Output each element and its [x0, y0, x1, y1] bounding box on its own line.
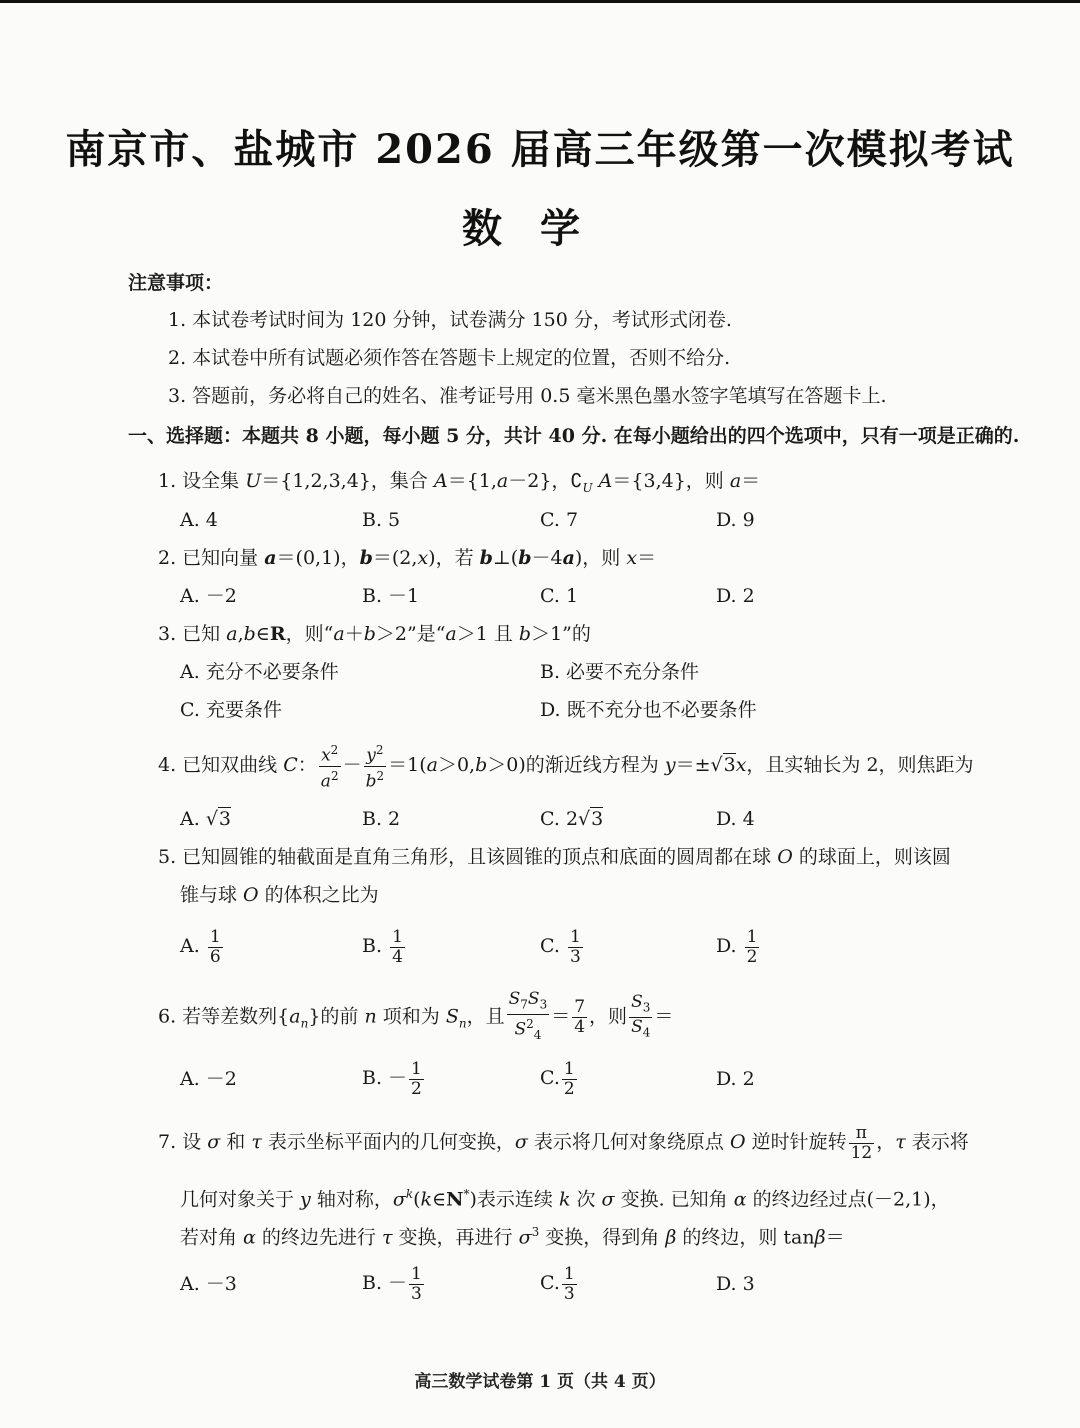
q4-option-d: D. 4 [716, 808, 755, 830]
q4-var-c: C [283, 754, 298, 777]
q4-fraction-x [319, 741, 341, 791]
q5-frac-den: 4 [392, 946, 403, 967]
question-7-line-3 [180, 1219, 845, 1250]
q6-opt-label: B. － [362, 1067, 408, 1089]
q7-sup-3: 3 [531, 1225, 540, 1239]
q7-option-c [540, 1261, 579, 1305]
q6-number: 6. [158, 1005, 177, 1028]
q6-var-a: a [289, 1005, 301, 1028]
q3-text: ，则“ [285, 623, 334, 645]
q3-option-a: A. 充分不必要条件 [180, 661, 339, 683]
q7-beta: β [665, 1226, 677, 1249]
q5-option-b [362, 924, 407, 968]
q2-vec-b: b [518, 547, 532, 569]
q6-sub: 7 [520, 997, 528, 1012]
q6-frac-num: 1 [563, 1058, 575, 1079]
q7-option-d: D. 3 [716, 1273, 755, 1295]
q3-option-c: C. 充要条件 [180, 699, 282, 721]
q7-tau: τ [381, 1226, 393, 1249]
q6-fraction-value [572, 998, 587, 1037]
q1-text: 设全集 [176, 470, 246, 492]
q7-option-b [362, 1261, 426, 1305]
q5-var-o: O [243, 884, 259, 906]
q7-text: 变换，得到角 [539, 1226, 666, 1249]
q3-text: , [237, 623, 244, 645]
q4-text: 已知双曲线 [176, 754, 284, 777]
q7-var-o: O [729, 1131, 746, 1153]
q6-var-s: S [445, 1005, 459, 1028]
q3-reals: R [269, 623, 286, 645]
q5-opt-label: D. [716, 935, 737, 957]
q3-text: 已知 [176, 623, 227, 645]
q7-frac-den: 3 [411, 1283, 422, 1304]
q3-var-b: b [243, 623, 256, 645]
q4-radicand: 3 [723, 754, 736, 777]
q6-text: 若等差数列{ [176, 1005, 290, 1028]
q5-frac-den: 2 [746, 946, 758, 967]
q7-text: 设 [176, 1131, 208, 1153]
q1-option-b: B. 5 [362, 509, 401, 531]
q2-var-x: x [626, 547, 638, 569]
notice-item-3: 3. 答题前，务必将自己的姓名、准考证号用 0.5 毫米黑色墨水签字笔填写在答题卡上. [168, 385, 887, 407]
q4-frac-den: a [320, 771, 331, 792]
q7-var-k: k [420, 1188, 433, 1211]
q2-option-b: B. －1 [362, 585, 420, 607]
q7-text: 几何对象关于 [180, 1188, 301, 1211]
q1-var-u: U [245, 470, 262, 492]
q2-text: 已知向量 [176, 547, 265, 569]
q5-option-a [180, 924, 225, 968]
q5-frac-num: 1 [569, 926, 581, 947]
q7-frac-den: 12 [850, 1142, 873, 1163]
q7-text: 表示坐标平面内的几何变换， [261, 1131, 515, 1153]
page-footer: 高三数学试卷第 1 页（共 4 页） [414, 1372, 666, 1392]
q4-text: － [342, 754, 362, 777]
q7-text: )表示连续 [469, 1188, 559, 1211]
q4-fraction-y [364, 741, 387, 791]
q7-tau: τ [251, 1131, 262, 1153]
q4-option-c [540, 806, 603, 832]
q6-var-s: S [631, 991, 643, 1012]
q6-text: 项和为 [376, 1005, 446, 1028]
q1-text: －2}，∁ [508, 470, 583, 492]
q4-var-y: y [664, 754, 676, 777]
q7-sigma: σ [514, 1131, 528, 1153]
q5-frac-num: 1 [209, 926, 221, 947]
q4-frac-exp: 2 [330, 743, 339, 757]
q4-frac-exp: 2 [330, 768, 339, 783]
q5-frac-den: 3 [569, 946, 581, 967]
q2-option-d: D. 2 [716, 585, 755, 607]
q4-frac-num: x [321, 745, 331, 766]
question-4 [158, 741, 974, 791]
q2-text: ＝ [637, 547, 657, 569]
q3-option-b: B. 必要不充分条件 [540, 661, 700, 683]
q2-option-c: C. 1 [540, 585, 579, 607]
q6-text: ，且 [466, 1005, 505, 1028]
q7-var-k: k [558, 1188, 571, 1211]
q7-var-y: y [300, 1188, 311, 1211]
q7-frac-num: 1 [411, 1263, 422, 1284]
q7-sup-star: * [463, 1187, 470, 1201]
q1-option-a: A. 4 [180, 509, 218, 531]
q5-frac-num: 1 [392, 926, 403, 947]
q5-opt-label: B. [362, 935, 383, 957]
q3-text: ＞2”是“ [375, 623, 446, 645]
q6-sub: 4 [642, 1025, 651, 1040]
q7-text: 变换. 已知角 [614, 1188, 734, 1211]
question-7-line-2 [180, 1181, 950, 1212]
q7-naturals: N [446, 1188, 464, 1211]
q7-opt-label: B. － [362, 1272, 408, 1294]
q3-text: ＞1”的 [531, 623, 591, 645]
q6-sub-n: n [458, 1016, 467, 1031]
q5-frac-num: 1 [746, 926, 758, 947]
q6-text: ＝ [551, 1005, 571, 1028]
q7-text: 变换，再进行 [392, 1226, 519, 1249]
question-3 [158, 621, 591, 647]
q1-text: ＝ [741, 470, 761, 492]
q3-var-b: b [363, 623, 376, 645]
q6-option-a: A. －2 [180, 1068, 237, 1090]
q6-option-d: D. 2 [716, 1068, 755, 1090]
q5-var-o: O [777, 846, 793, 868]
q5-opt-fraction [745, 928, 760, 967]
question-2 [158, 545, 656, 571]
q7-text: ＝ [825, 1226, 845, 1249]
question-1 [158, 468, 760, 501]
q7-frac-num: π [849, 1124, 875, 1144]
q7-frac-num: 1 [563, 1263, 575, 1284]
q5-frac-den: 6 [209, 946, 221, 967]
q7-alpha: α [243, 1226, 256, 1249]
q7-alpha: α [733, 1188, 747, 1211]
q2-option-a: A. －2 [180, 585, 237, 607]
q7-sup-k: k [405, 1187, 414, 1201]
q6-opt-label: C. [540, 1067, 560, 1089]
q1-option-d: D. 9 [716, 509, 755, 531]
q7-text: 若对角 [180, 1226, 244, 1249]
question-5-line-2 [180, 882, 379, 908]
q3-var-b: b [518, 623, 532, 645]
q7-text: 和 [220, 1131, 252, 1153]
q4-frac-exp: 2 [375, 743, 384, 757]
exam-title: 南京市、盐城市 2026 届高三年级第一次模拟考试 [65, 126, 1015, 173]
q7-number: 7. [158, 1131, 177, 1153]
q4-var-a: a [426, 754, 438, 777]
q4-text: ，且实轴长为 2，则焦距为 [746, 754, 974, 777]
q7-text: 逆时针旋转 [745, 1131, 847, 1153]
q5-option-d [716, 924, 761, 968]
q1-text: ＝{1,2,3,4}，集合 [261, 470, 434, 492]
q1-complement-sub: U [582, 480, 593, 495]
q7-text: 表示将 [905, 1131, 969, 1153]
q6-frac-den: 2 [563, 1078, 575, 1099]
q6-var-s: S [527, 989, 540, 1009]
q6-opt-fraction [409, 1060, 424, 1099]
q4-number: 4. [158, 754, 177, 777]
q4-radical: √ [205, 808, 218, 830]
q6-fraction-ratio [507, 990, 550, 1045]
q6-sub: 4 [533, 1028, 542, 1043]
q7-frac-den: 3 [563, 1283, 575, 1304]
q6-var-n: n [364, 1005, 377, 1028]
q1-var-a-set: A [598, 470, 613, 492]
question-5-line-1 [158, 844, 951, 870]
q7-text: 轴对称， [310, 1188, 393, 1211]
q2-vec-b: b [479, 547, 493, 569]
q7-text: ， [876, 1131, 896, 1153]
q7-text: 的终边先进行 [255, 1226, 382, 1249]
q5-text: 锥与球 [180, 884, 244, 906]
q2-vec-a: a [562, 547, 575, 569]
q5-opt-fraction [390, 928, 405, 967]
q4-text: ： [297, 754, 317, 777]
q6-sub-n: n [300, 1016, 309, 1031]
q5-opt-label: C. [540, 935, 560, 957]
q5-text: 的球面上，则该圆 [792, 846, 951, 868]
q2-text: ＝(2, [372, 547, 418, 569]
q2-text: )，则 [574, 547, 627, 569]
q3-var-a: a [226, 623, 238, 645]
q2-text: ＝(0,1)， [276, 547, 360, 569]
q1-var-a-set: A [433, 470, 448, 492]
q2-vec-b: b [359, 547, 373, 569]
question-6 [158, 990, 673, 1046]
q7-text: 次 [570, 1188, 602, 1211]
q4-radicand: 3 [218, 808, 232, 830]
q4-frac-num: y [366, 745, 376, 766]
q6-text: }的前 [308, 1005, 365, 1028]
q6-option-c [540, 1056, 579, 1100]
q7-text: ∈ [432, 1188, 447, 1211]
notice-item-2: 2. 本试卷中所有试题必须作答在答题卡上规定的位置，否则不给分. [168, 347, 731, 369]
q4-radical: √ [710, 754, 723, 777]
q5-opt-label: A. [180, 935, 200, 957]
q4-var-x: x [735, 754, 747, 777]
q3-var-a: a [445, 623, 457, 645]
q2-text: －4 [531, 547, 563, 569]
q7-text: 的终边，则 tan [676, 1226, 815, 1249]
q6-frac-num: 7 [574, 997, 586, 1018]
q4-radicand: 3 [591, 808, 604, 830]
q7-text: 表示将几何对象绕原点 [527, 1131, 730, 1153]
q4-option-b: B. 2 [362, 808, 401, 830]
notice-item-1: 1. 本试卷考试时间为 120 分钟，试卷满分 150 分，考试形式闭卷. [168, 309, 732, 331]
q2-text: ⊥( [492, 547, 519, 569]
subject-title: 数学 [462, 205, 618, 252]
q7-opt-label: C. [540, 1272, 560, 1294]
q7-option-a: A. －3 [180, 1273, 237, 1295]
q6-text: ，则 [589, 1005, 628, 1028]
q4-frac-exp: 2 [376, 768, 385, 783]
q7-sigma: σ [518, 1226, 532, 1249]
q6-sub: 3 [642, 1000, 651, 1015]
q6-frac-den: 4 [574, 1017, 586, 1038]
q4-frac-den: b [365, 771, 377, 792]
q6-var-s: S [514, 1020, 527, 1041]
q6-var-s: S [508, 989, 521, 1009]
q3-number: 3. [158, 623, 177, 645]
q4-text: ＞0, [437, 754, 476, 777]
q2-number: 2. [158, 547, 177, 569]
q6-opt-fraction [562, 1060, 577, 1099]
q4-var-b: b [475, 754, 488, 777]
q3-var-a: a [333, 623, 345, 645]
q5-option-c [540, 924, 585, 968]
q6-sub: 3 [539, 997, 548, 1012]
q5-opt-fraction [568, 928, 583, 967]
q5-text: 的体积之比为 [258, 884, 379, 906]
q3-text: ＞1 且 [456, 623, 519, 645]
q7-beta: β [814, 1226, 826, 1249]
q4-opt-label: A. [180, 808, 206, 830]
q2-text: )，若 [428, 547, 480, 569]
q7-opt-fraction [409, 1265, 424, 1304]
q6-sup: 2 [526, 1017, 534, 1032]
q7-text: 的终边经过点(－2,1)， [746, 1188, 950, 1211]
q7-sigma: σ [207, 1131, 221, 1153]
q2-vec-a: a [264, 547, 277, 569]
q6-fraction-target [629, 993, 652, 1043]
q6-option-b [362, 1056, 426, 1100]
q4-option-a [180, 806, 231, 832]
q4-radical: √ [578, 808, 591, 830]
q1-var-a: a [496, 470, 509, 492]
q7-sigma: σ [392, 1188, 406, 1211]
q7-tau: τ [895, 1131, 906, 1153]
q5-number: 5. [158, 846, 177, 868]
q1-var-a: a [729, 470, 742, 492]
q4-text: ＝1( [388, 754, 427, 777]
q1-text: ＝{3,4}，则 [612, 470, 730, 492]
q7-opt-fraction [562, 1265, 577, 1304]
q5-text: 已知圆锥的轴截面是直角三角形，且该圆锥的顶点和底面的圆周都在球 [176, 846, 778, 868]
notice-heading: 注意事项： [128, 272, 224, 294]
section-heading: 一、选择题：本题共 8 小题，每小题 5 分，共计 40 分. 在每小题给出的四个选项中，只有一项是正确的. [128, 425, 1020, 447]
q7-sigma: σ [601, 1188, 615, 1211]
q6-frac-num: 1 [411, 1058, 422, 1079]
q4-text: ＝± [675, 754, 711, 777]
q6-var-s: S [631, 1017, 643, 1038]
q6-text: ＝ [654, 1005, 674, 1028]
q1-number: 1. [158, 470, 177, 492]
q7-text: ( [413, 1188, 421, 1211]
q3-text: ∈ [255, 623, 270, 645]
q2-var-x: x [417, 547, 429, 569]
q7-fraction-angle [849, 1124, 875, 1163]
q4-opt-label: C. 2 [540, 808, 579, 830]
q1-option-c: C. 7 [540, 509, 579, 531]
top-border [0, 0, 1080, 3]
q1-text: ＝{1, [447, 470, 497, 492]
q3-option-d: D. 既不充分也不必要条件 [540, 699, 757, 721]
question-7-line-1 [158, 1120, 969, 1164]
q3-text: ＋ [344, 623, 364, 645]
q6-frac-den: 2 [411, 1078, 422, 1099]
q4-text: ＞0)的渐近线方程为 [487, 754, 665, 777]
q5-opt-fraction [208, 928, 223, 967]
